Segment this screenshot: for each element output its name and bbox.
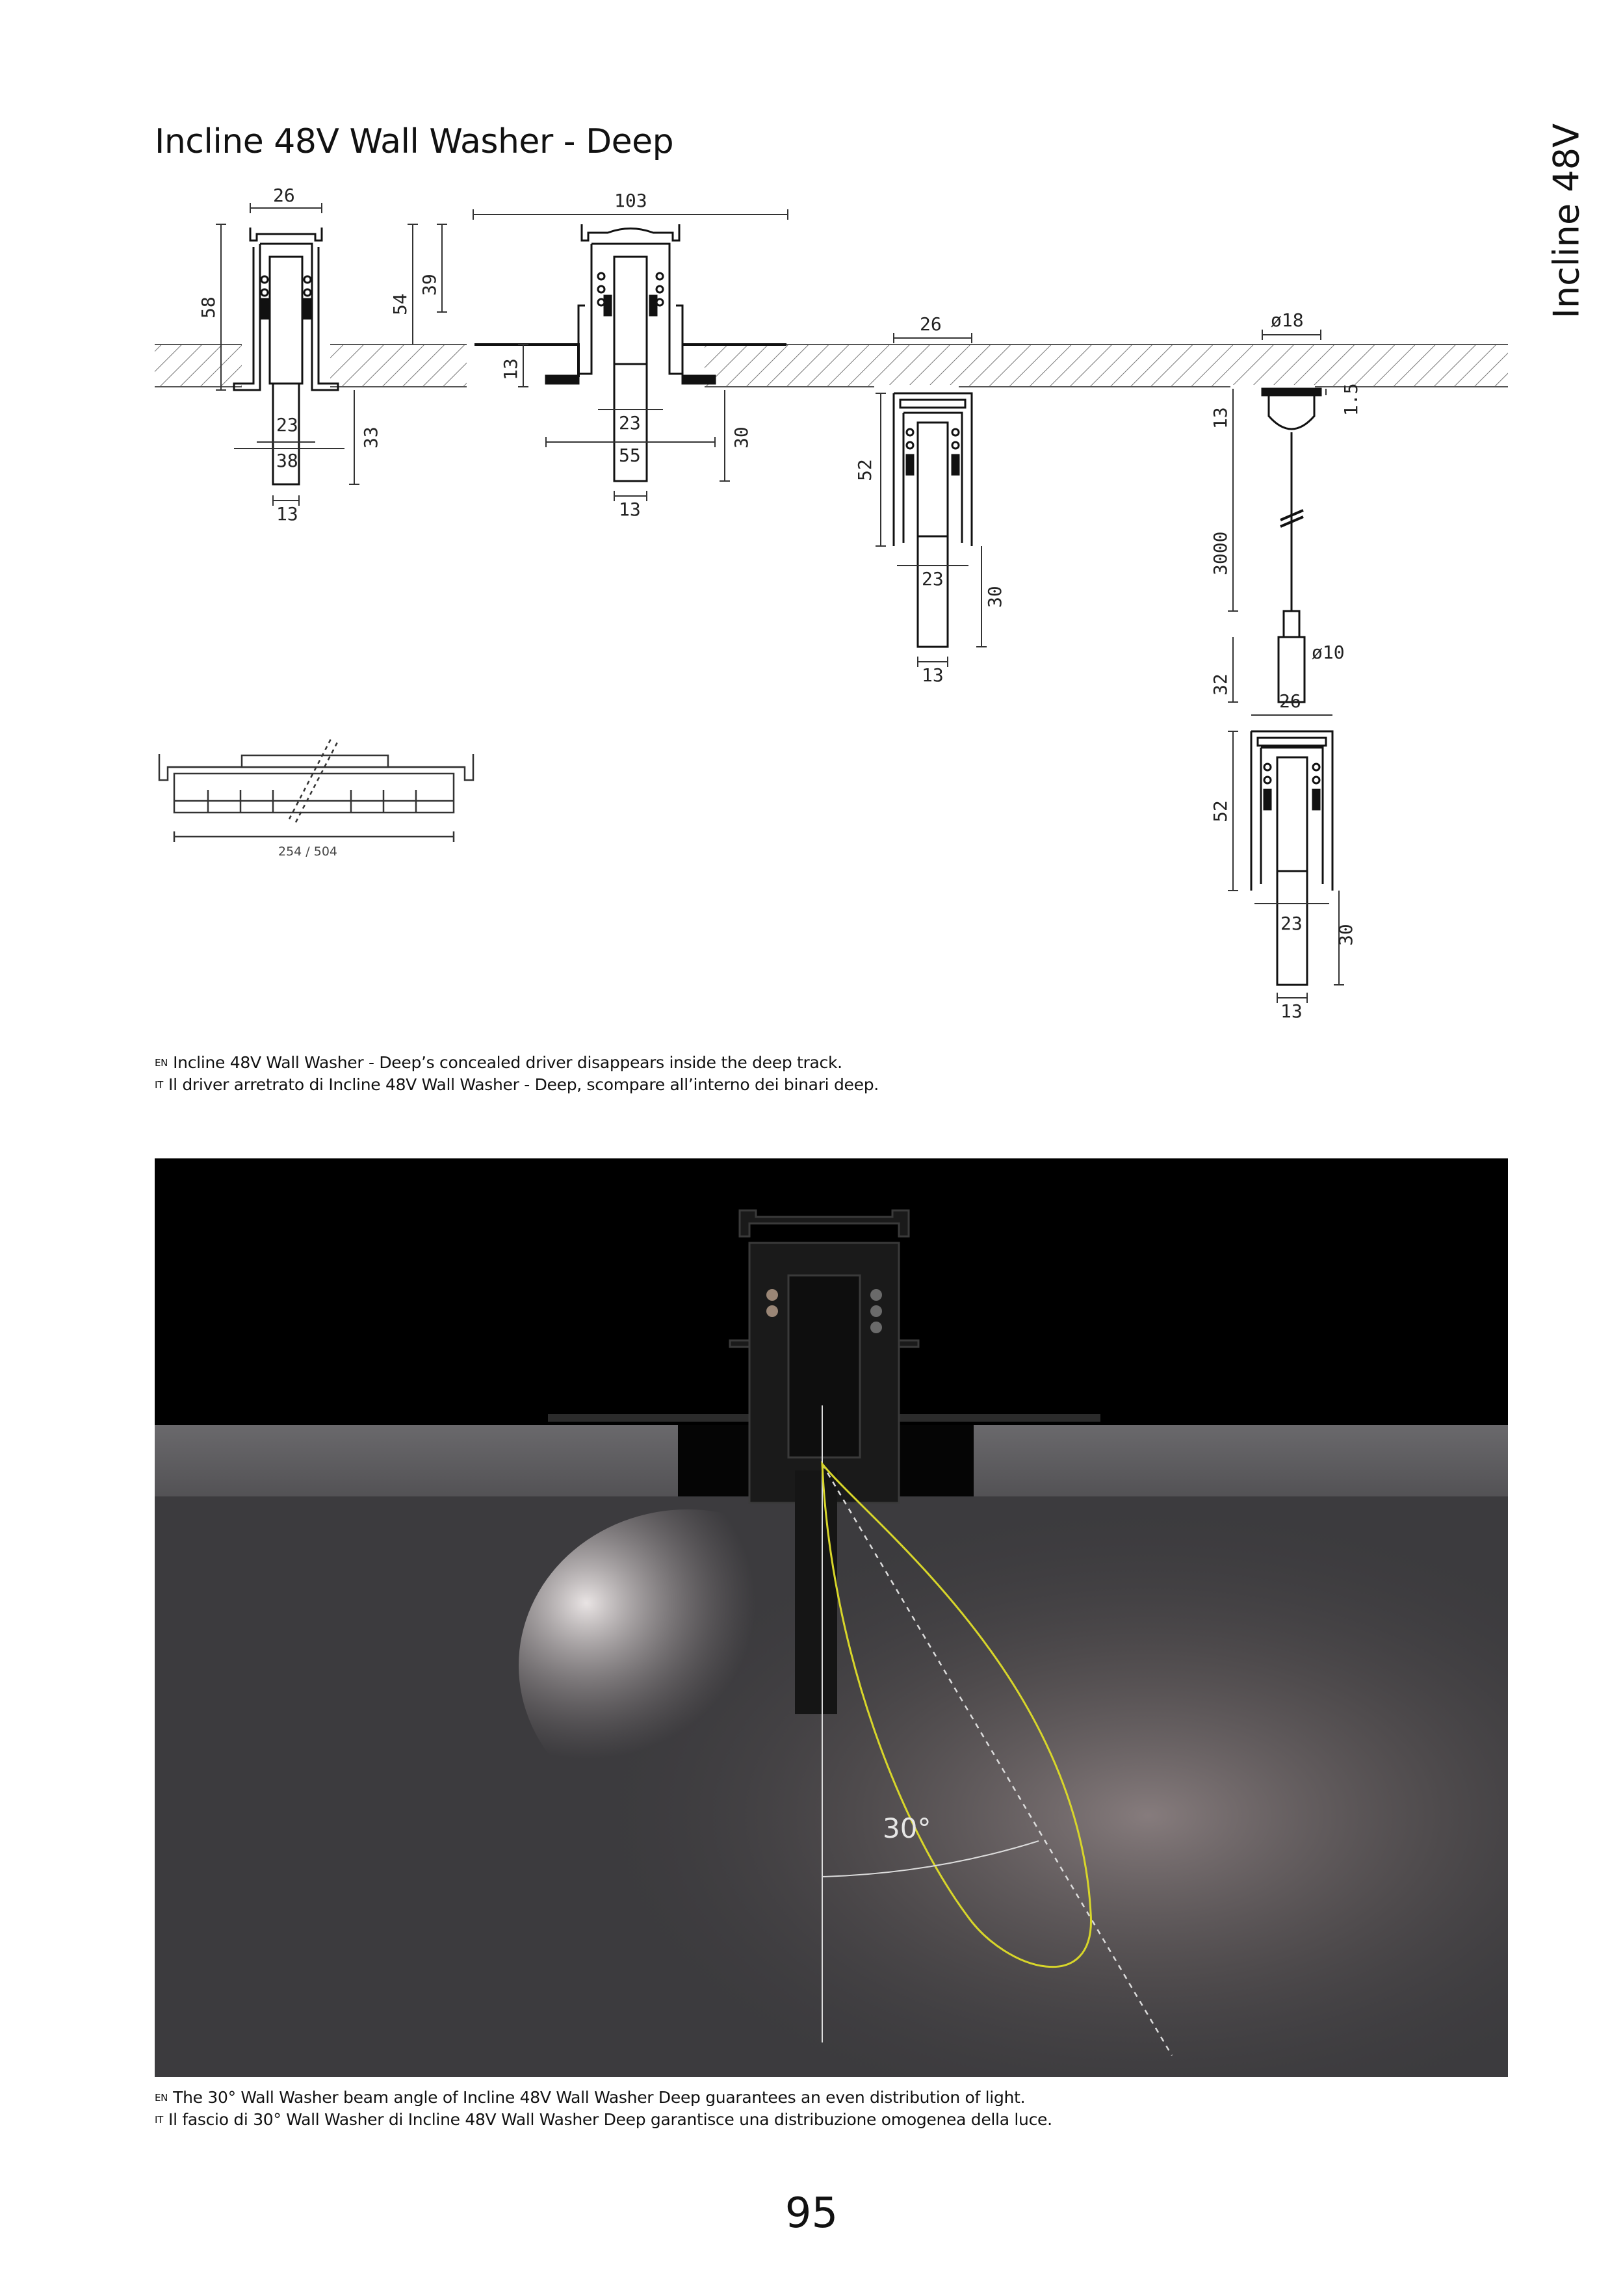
dim-recessed-d1: 103 [614,190,647,211]
drawing-side-view [159,738,473,842]
dim-pendant-d3: 13 [1210,407,1231,429]
dim-pendant-d5: ø10 [1312,642,1345,663]
dim-suspended-d4: 30 [984,586,1006,608]
dim-surface-d7: 13 [276,503,298,525]
dim-suspended-d3: 23 [922,568,944,590]
drawing-suspended-track [894,393,972,647]
dim-surface-d8: 33 [360,426,382,449]
caption-beam-it [155,2109,1052,2131]
dim-recessed-d5: 13 [619,499,641,520]
dim-surface-d3: 54 [389,293,411,315]
dim-recessed-d3: 23 [619,412,641,434]
caption-drawings-en-text: Incline 48V Wall Washer - Deep’s concealed driver disappears inside the deep track. [173,1053,842,1072]
dim-surface-d1: 26 [273,185,295,206]
luminaire-body [795,1470,837,1714]
beam-angle-render [155,1158,1508,2077]
dim-pendant-d1: ø18 [1271,309,1304,331]
page-title: Incline 48V Wall Washer - Deep [155,122,674,161]
lang-tag-it: IT [155,2114,163,2126]
dim-recessed-d2: 13 [500,358,521,380]
caption-drawings-it [155,1074,879,1096]
dim-pendant-d7: 26 [1279,690,1301,712]
dim-surface-d4: 39 [419,274,440,296]
drawing-pendant [1251,389,1332,985]
lang-tag-en: EN [155,2092,168,2104]
caption-beam-en-text: The 30° Wall Washer beam angle of Incline 48V Wall Washer Deep guarantees an even distribution of light. [173,2088,1026,2107]
page-number: 95 [785,2189,838,2237]
beam-angle-render-svg [155,1158,1508,2077]
dim-pendant-d10: 30 [1335,924,1357,946]
beam-angle-label: 30° [883,1812,931,1844]
side-tab-label: Incline 48V [1546,123,1587,319]
dim-pendant-d11: 13 [1280,1000,1303,1022]
caption-drawings [155,1052,879,1096]
dim-side-length: 254 / 504 [278,844,338,859]
dim-suspended-d2: 52 [854,459,876,481]
dim-recessed-d6: 30 [731,426,752,449]
dim-suspended-d1: 26 [920,313,942,335]
dim-surface-d2: 58 [198,296,219,319]
caption-beam [155,2087,1052,2131]
dim-recessed-d4: 55 [619,445,641,466]
caption-drawings-en [155,1052,879,1074]
dim-pendant-d8: 52 [1210,800,1231,822]
caption-drawings-it-text: Il driver arretrato di Incline 48V Wall Washer - Deep, scompare all’interno dei binari deep. [168,1075,879,1094]
dim-pendant-d6: 32 [1210,673,1231,696]
dim-pendant-d2: 1.5 [1340,383,1362,416]
dim-pendant-d4: 3000 [1210,531,1231,575]
caption-beam-it-text: Il fascio di 30° Wall Washer di Incline 48V Wall Washer Deep garantisce una distribuzione omogenea della luce. [168,2110,1052,2129]
lang-tag-it: IT [155,1079,163,1091]
dim-surface-d5: 23 [276,414,298,436]
caption-beam-en [155,2087,1052,2109]
technical-drawings [0,0,1623,1040]
ceiling-slab [155,343,1508,391]
dim-suspended-d5: 13 [922,664,944,686]
lang-tag-en: EN [155,1057,168,1069]
dim-pendant-d9: 23 [1280,913,1303,934]
dim-surface-d6: 38 [276,450,298,471]
track-profile [730,1210,918,1503]
